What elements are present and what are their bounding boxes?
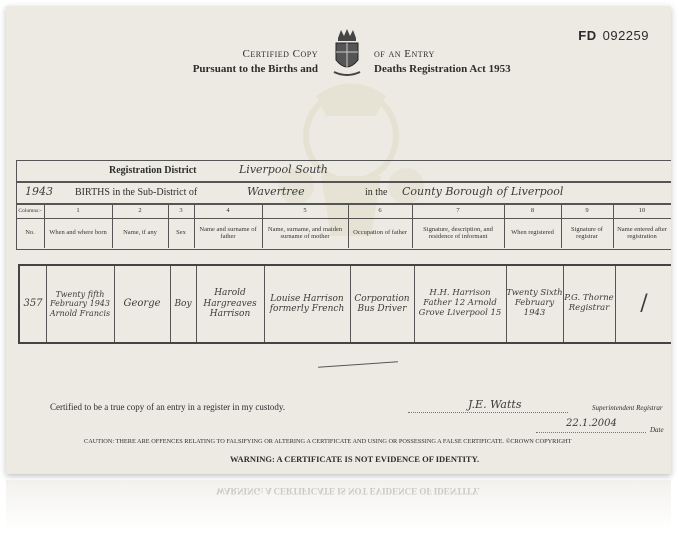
header-left-line1: Certified Copy	[242, 48, 318, 60]
column-headers-row	[16, 218, 671, 248]
col-number-3: 3	[179, 207, 183, 215]
date-line	[536, 432, 646, 433]
certificate-date: 22.1.2004	[566, 418, 617, 429]
subdistrict-value: Wavertree	[247, 185, 305, 198]
col-header-name: Name, if any	[123, 229, 157, 237]
entry-informant: H.H. Harrison Father 12 Arnold Grove Liverpool 15	[418, 288, 502, 318]
certified-text: Certified to be a true copy of an entry in a register in my custody.	[50, 402, 286, 412]
header-right-2	[374, 63, 511, 75]
col-header-no: No.	[25, 229, 35, 237]
col-header-occupation: Occupation of father	[353, 229, 407, 237]
column-label: Columns:-	[18, 207, 42, 214]
header-left-2	[176, 63, 318, 75]
header-left	[228, 48, 318, 60]
superintendent-signature: J.E. Watts	[468, 398, 522, 411]
col-header-informant: Signature, description, and residence of informant	[423, 225, 493, 240]
col-number-8: 8	[530, 207, 535, 215]
col-header-registrar: Signature of registrar	[571, 225, 603, 240]
col-number-1: 1	[76, 207, 80, 215]
superintendent-label: Superintendent Registrar	[592, 404, 663, 412]
serial-number	[578, 28, 649, 43]
col-header-father: Name and surname of father	[199, 225, 257, 240]
in-the-label: in the	[365, 187, 388, 198]
royal-crest-icon	[332, 28, 362, 80]
col-number-7: 7	[456, 207, 460, 215]
reflection-text: WARNING: A CERTIFICATE IS NOT EVIDENCE OF IDENTITY.	[216, 486, 480, 496]
entry-mother: Louise Harrison formerly French	[269, 293, 345, 314]
entry-when-where: Twenty fifth February 1943 Arnold Francis	[49, 290, 111, 318]
certificate-reflection	[6, 480, 671, 530]
header-left-line2: Pursuant to the Births and	[192, 63, 318, 75]
signature-line	[408, 412, 568, 413]
column-numbers-row	[16, 204, 671, 218]
col-number-10: 10	[638, 207, 646, 215]
warning-text: WARNING: A CERTIFICATE IS NOT EVIDENCE OF IDENTITY.	[230, 454, 480, 464]
entry-row	[18, 264, 671, 344]
registration-district-value: Liverpool South	[239, 163, 328, 176]
entry-registrar: P.G. Thorne Registrar	[564, 293, 614, 313]
serial-value: 092259	[602, 28, 649, 43]
header-right	[374, 48, 435, 60]
ink-stroke	[318, 361, 398, 368]
date-label: Date	[650, 426, 664, 434]
entry-name-after: /	[640, 291, 648, 317]
births-subdistrict-label: BIRTHS in the Sub-District of	[75, 187, 198, 198]
serial-prefix: FD	[578, 28, 597, 43]
col-header-sex: Sex	[176, 229, 186, 237]
entry-number: 357	[23, 298, 43, 310]
birth-year: 1943	[25, 185, 53, 198]
entry-when-registered: Twenty Sixth February 1943	[506, 288, 563, 318]
header-right-line2: Deaths Registration Act 1953	[374, 63, 511, 75]
col-number-2: 2	[138, 207, 142, 215]
entry-father: Harold Hargreaves Harrison	[203, 288, 257, 320]
registration-district-label: Registration District	[109, 165, 197, 176]
subdistrict-row	[16, 182, 671, 204]
col-number-5: 5	[303, 207, 307, 215]
birth-certificate	[6, 6, 671, 474]
county-value: County Borough of Liverpool	[402, 185, 564, 198]
col-number-6: 6	[378, 207, 382, 215]
header-right-line1: of an Entry	[374, 48, 435, 60]
entry-name: George	[123, 298, 161, 310]
col-number-9: 9	[585, 207, 589, 215]
caution-text: CAUTION: THERE ARE OFFENCES RELATING TO FALSIFYING OR ALTERING A CERTIFICATE AND USING OR POSSESSING A FALSE CERTIFICATE. ©CROWN COPYRIGHT	[84, 438, 572, 445]
col-header-name-after: Name entered after registration	[617, 225, 667, 240]
col-header-when-where: When and where born	[49, 229, 107, 237]
col-header-mother: Name, surname, and maiden surname of mother	[267, 225, 343, 240]
col-header-when-registered: When registered	[511, 229, 554, 237]
entry-occupation: Corporation Bus Driver	[354, 293, 410, 314]
entry-sex: Boy	[174, 298, 192, 309]
registration-district-row	[16, 160, 671, 182]
col-number-4: 4	[226, 207, 230, 215]
